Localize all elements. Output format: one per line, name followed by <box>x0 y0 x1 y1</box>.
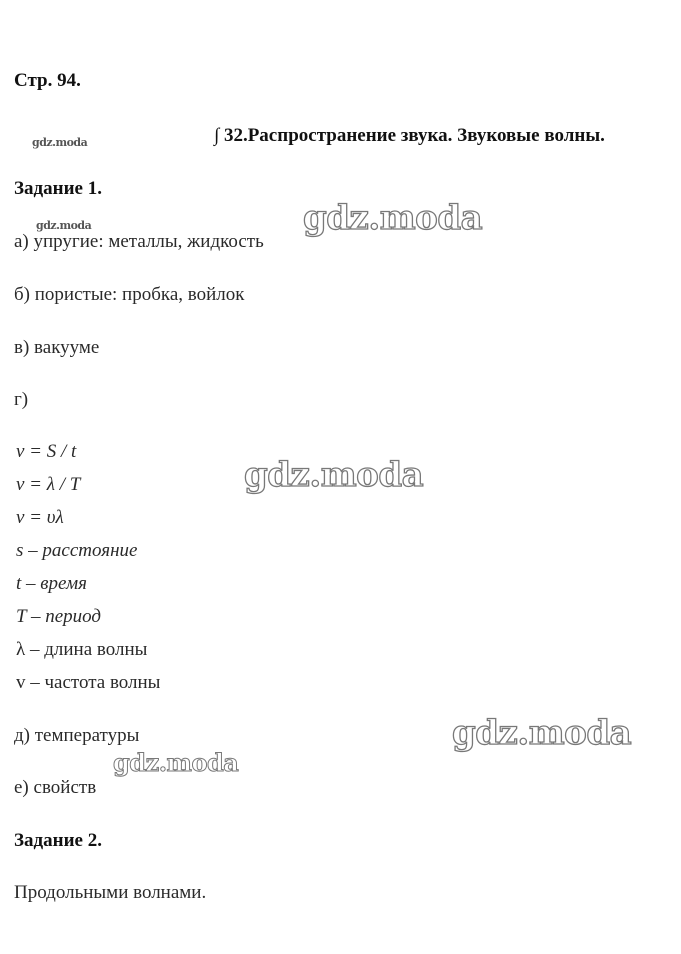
watermark-logo: gdz.moda <box>244 455 424 495</box>
definition-period: T – период <box>16 606 102 627</box>
watermark-logo: gdz.moda <box>32 136 88 149</box>
watermark-logo: gdz.moda <box>303 198 483 238</box>
definition-distance: s – расстояние <box>16 540 138 561</box>
answer-a: а) упругие: металлы, жидкость <box>14 231 264 252</box>
answer-b: б) пористые: пробка, войлок <box>14 284 245 305</box>
answer-d: д) температуры <box>14 725 140 746</box>
answer-v: в) вакууме <box>14 337 100 358</box>
answer-g: г) <box>14 389 29 410</box>
task-2-answer: Продольными волнами. <box>14 882 207 903</box>
definition-wavelength: λ – длина волны <box>16 639 148 660</box>
answer-e: е) свойств <box>14 777 97 798</box>
formula-speed-frequency-wavelength: v = υλ <box>16 507 64 528</box>
watermark-logo: gdz.moda <box>113 748 239 777</box>
page-number: Стр. 94. <box>14 70 81 91</box>
section-title: ∫ 32.Распространение звука. Звуковые волны. <box>214 125 605 146</box>
definition-frequency: v – частота волны <box>16 672 161 693</box>
formula-speed-distance: v = S / t <box>16 441 77 462</box>
task-2-title: Задание 2. <box>14 830 102 851</box>
watermark-logo: gdz.moda <box>452 713 632 753</box>
task-1-title: Задание 1. <box>14 178 102 199</box>
formula-speed-wavelength-period: v = λ / T <box>16 474 81 495</box>
definition-time: t – время <box>16 573 87 594</box>
watermark-logo: gdz.moda <box>36 219 92 232</box>
